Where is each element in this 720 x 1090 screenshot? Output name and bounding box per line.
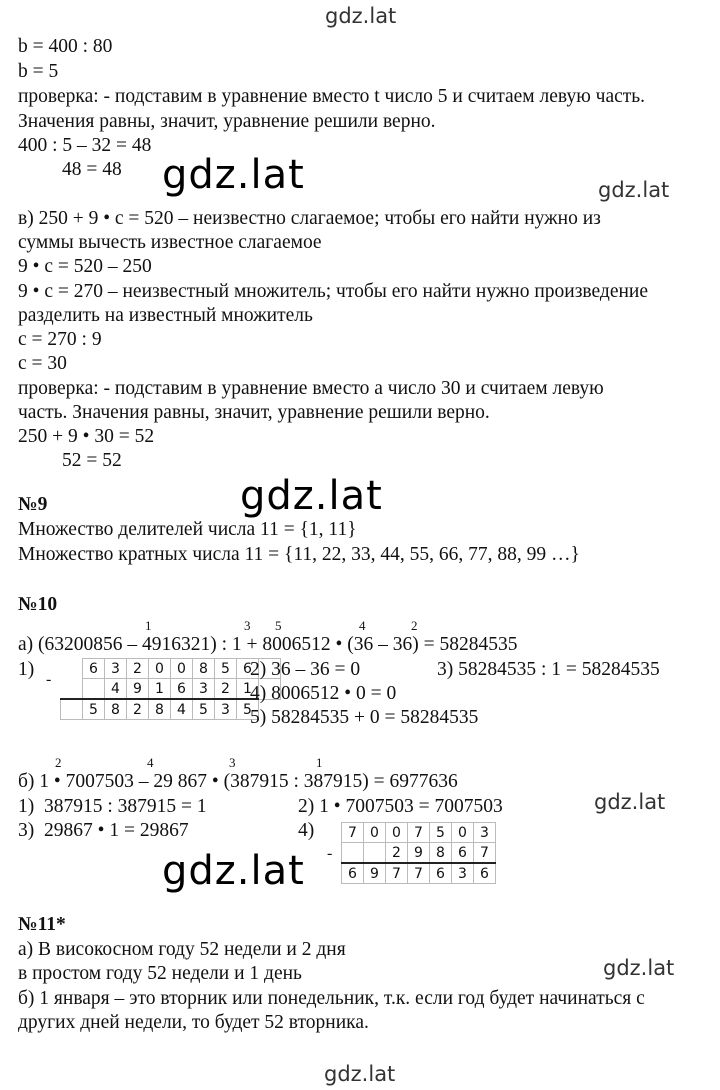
order-mark: 2 (55, 755, 62, 770)
subtraction-table-1 (60, 658, 281, 720)
text-line: 48 = 48 (62, 159, 122, 180)
digit-cell: 0 (171, 659, 193, 679)
digit-cell: 6 (171, 679, 193, 700)
watermark-top: gdz.lat (325, 4, 397, 28)
text-line: суммы вычесть известное слагаемое (18, 232, 322, 253)
text-line: 400 : 5 – 32 = 48 (18, 135, 152, 156)
text-line: б) 1 января – это вторник или понедельник, т.к. если год будет начинаться с (18, 988, 645, 1009)
text-line: Множество кратных числа 11 = {11, 22, 33, 44, 55, 66, 77, 88, 99 …} (18, 544, 580, 565)
subtraction-table-2 (341, 822, 496, 884)
digit-cell: 7 (386, 863, 408, 884)
step-label: 1) (18, 659, 35, 680)
minus-sign: - (46, 671, 52, 688)
digit-cell: 0 (452, 823, 474, 843)
digit-cell: 5 (193, 699, 215, 720)
digit-cell (364, 843, 386, 864)
digit-cell: 0 (364, 823, 386, 843)
order-mark: 1 (145, 618, 152, 633)
step-line: 3) 29867 • 1 = 29867 (18, 820, 189, 841)
digit-cell: 6 (342, 863, 364, 884)
expression-a: а) (63200856 – 4916321) : 1 + 8006512 • (36 – 36) = 58284535 (18, 634, 518, 655)
text-line: проверка: - подставим в уравнение вместо t число 5 и считаем левую часть. (18, 86, 646, 107)
digit-cell: 7 (408, 863, 430, 884)
text-line: часть. Значения равны, значит, уравнение решили верно. (18, 402, 490, 423)
step-line: 4) (298, 820, 315, 841)
digit-cell: 2 (127, 699, 149, 720)
order-mark: 1 (316, 755, 323, 770)
digit-cell: 3 (474, 823, 496, 843)
digit-cell: 7 (474, 843, 496, 864)
order-mark: 2 (411, 618, 418, 633)
section-title-10: №10 (18, 594, 58, 615)
digit-cell: 3 (105, 659, 127, 679)
digit-cell: 6 (452, 843, 474, 864)
digit-cell: 6 (430, 863, 452, 884)
text-line: проверка: - подставим в уравнение вместо a число 30 и считаем левую (18, 378, 604, 399)
section-title-11: №11* (18, 914, 66, 935)
text-line: c = 30 (18, 353, 67, 374)
digit-cell: 5 (215, 659, 237, 679)
text-line: других дней недели, то будет 52 вторника. (18, 1012, 369, 1033)
digit-cell: 1 (237, 679, 259, 700)
digit-cell: 4 (171, 699, 193, 720)
digit-cell: 8 (430, 843, 452, 864)
text-line: 52 = 52 (62, 450, 122, 471)
order-mark: 3 (229, 755, 236, 770)
digit-cell: 6 (237, 659, 259, 679)
text-line: c = 270 : 9 (18, 329, 102, 350)
digit-cell: 8 (193, 659, 215, 679)
text-line: 9 • c = 520 – 250 (18, 256, 152, 277)
text-line: 9 • c = 270 – неизвестный множитель; чтобы его найти нужно произведение (18, 281, 649, 302)
digit-cell: 8 (105, 699, 127, 720)
digit-cell: 4 (105, 679, 127, 700)
digit-cell: 5 (430, 823, 452, 843)
step-line: 5) 58284535 + 0 = 58284535 (250, 707, 479, 728)
text-line: разделить на известный множитель (18, 305, 313, 326)
text-line: а) В високосном году 52 недели и 2 дня (18, 939, 346, 960)
digit-cell: 0 (386, 823, 408, 843)
digit-cell: 3 (215, 699, 237, 720)
watermark-large-1: gdz.lat (162, 152, 305, 198)
digit-cell (83, 679, 105, 700)
digit-cell: 2 (386, 843, 408, 864)
digit-cell: 7 (342, 823, 364, 843)
text-line: 250 + 9 • 30 = 52 (18, 426, 155, 447)
watermark-bottom: gdz.lat (324, 1062, 396, 1086)
digit-cell: 1 (149, 679, 171, 700)
text-line: Множество делителей числа 11 = {1, 11} (18, 519, 357, 540)
digit-cell: 6 (474, 863, 496, 884)
digit-cell: 8 (149, 699, 171, 720)
step-line: 2) 36 – 36 = 0 (250, 659, 361, 680)
step-line: 2) 1 • 7007503 = 7007503 (298, 796, 503, 817)
order-mark: 3 (244, 618, 251, 633)
watermark-right-3: gdz.lat (603, 956, 675, 980)
digit-cell: 2 (215, 679, 237, 700)
expression-b: б) 1 • 7007503 – 29 867 • (387915 : 387915) = 6977636 (18, 771, 458, 792)
digit-cell: 9 (408, 843, 430, 864)
watermark-large-3: gdz.lat (162, 848, 305, 894)
digit-cell: 9 (364, 863, 386, 884)
minus-sign: - (327, 845, 333, 862)
text-line: b = 5 (18, 61, 59, 82)
digit-cell: 5 (237, 699, 259, 720)
digit-cell (342, 843, 364, 864)
watermark-right-1: gdz.lat (598, 178, 670, 202)
step-line: 4) 8006512 • 0 = 0 (250, 683, 397, 704)
section-title-9: №9 (18, 494, 48, 515)
watermark-right-2: gdz.lat (594, 790, 666, 814)
text-line: b = 400 : 80 (18, 36, 113, 57)
text-line: Значения равны, значит, уравнение решили верно. (18, 111, 436, 132)
step-line: 3) 58284535 : 1 = 58284535 (437, 659, 660, 680)
order-mark: 5 (275, 618, 282, 633)
watermark-large-2: gdz.lat (240, 473, 383, 519)
digit-cell (61, 699, 83, 720)
digit-cell: 2 (127, 659, 149, 679)
digit-cell: 7 (408, 823, 430, 843)
digit-cell: 3 (193, 679, 215, 700)
text-line: в) 250 + 9 • c = 520 – неизвестно слагаемое; чтобы его найти нужно из (18, 208, 601, 229)
digit-cell: 3 (452, 863, 474, 884)
order-mark: 4 (359, 618, 366, 633)
digit-cell: 9 (127, 679, 149, 700)
digit-cell: 6 (83, 659, 105, 679)
step-line: 1) 387915 : 387915 = 1 (18, 796, 207, 817)
digit-cell: 0 (149, 659, 171, 679)
digit-cell: 5 (83, 699, 105, 720)
order-mark: 4 (147, 755, 154, 770)
text-line: в простом году 52 недели и 1 день (18, 963, 302, 984)
